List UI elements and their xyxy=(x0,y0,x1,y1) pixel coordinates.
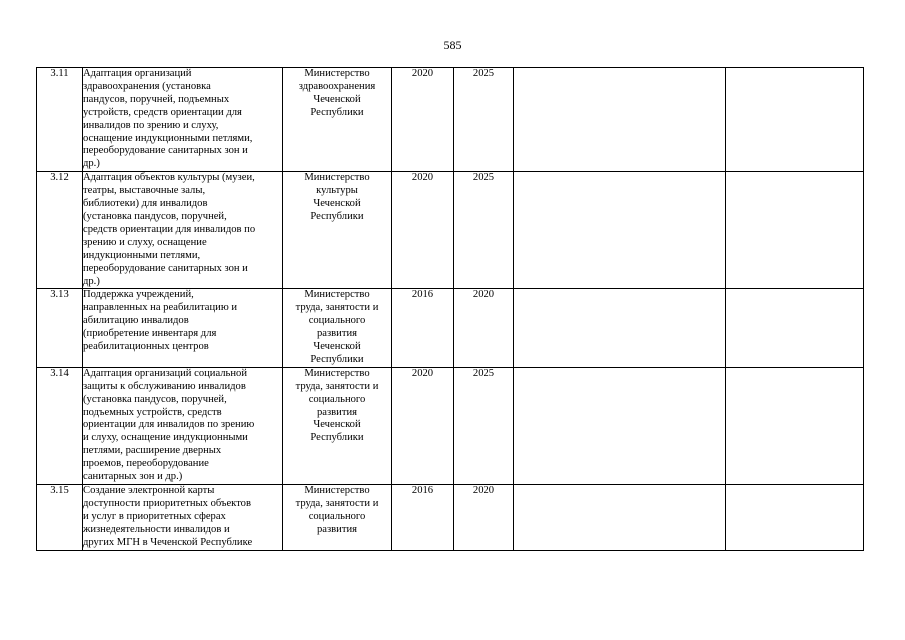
text-line: Чеченской xyxy=(313,419,361,431)
end-year: 2020 xyxy=(454,289,514,367)
page-number: 585 xyxy=(443,38,462,52)
text-line: Чеченской xyxy=(313,93,361,105)
text-line: (установка пандусов, поручней, xyxy=(83,393,227,405)
text-line: (установка пандусов, поручней, xyxy=(83,210,227,222)
responsible-executor xyxy=(283,485,392,551)
empty-cell xyxy=(726,289,864,367)
text-line: Чеченской xyxy=(313,341,361,353)
empty-cell xyxy=(514,68,726,172)
item-number: 3.13 xyxy=(37,289,83,367)
text-line: переоборудование санитарных зон и xyxy=(83,262,248,274)
end-year: 2025 xyxy=(454,68,514,172)
text-line: устройств, средств ориентации для xyxy=(83,106,242,118)
empty-cell xyxy=(514,367,726,484)
table-row xyxy=(37,172,864,289)
text-line: Министерство xyxy=(304,367,370,379)
text-line: индукционными петлями, xyxy=(83,249,201,261)
text-line: Адаптация организаций социальной xyxy=(83,367,248,379)
text-line: петлями, расширение дверных xyxy=(83,445,222,457)
start-year: 2020 xyxy=(392,367,454,484)
text-line: жизнедеятельности инвалидов и xyxy=(83,523,230,535)
table-row xyxy=(37,485,864,551)
text-line: Республики xyxy=(310,353,364,365)
item-number: 3.14 xyxy=(37,367,83,484)
text-line: и услуг в приоритетных сферах xyxy=(83,510,226,522)
responsible-executor xyxy=(283,68,392,172)
text-line: др.) xyxy=(83,158,100,170)
text-line: социального xyxy=(308,510,366,522)
text-line: труда, занятости и xyxy=(295,302,379,314)
text-line: развития xyxy=(316,328,358,340)
start-year: 2016 xyxy=(392,289,454,367)
text-line: доступности приоритетных объектов xyxy=(83,497,251,509)
text-line: пандусов, поручней, подъемных xyxy=(83,93,230,105)
text-line: развития xyxy=(316,523,358,535)
text-line: проемов, переоборудование xyxy=(83,458,209,470)
start-year: 2020 xyxy=(392,68,454,172)
text-line: других МГН в Чеченской Республике xyxy=(83,536,253,548)
text-line: др.) xyxy=(83,275,100,287)
empty-cell xyxy=(726,485,864,551)
text-line: Министерство xyxy=(304,289,370,301)
text-line: здравоохранения xyxy=(298,80,376,92)
text-line: реабилитационных центров xyxy=(83,341,209,353)
text-line: средств ориентации для инвалидов по xyxy=(83,223,256,235)
item-number: 3.12 xyxy=(37,172,83,289)
start-year: 2020 xyxy=(392,172,454,289)
table-row xyxy=(37,367,864,484)
text-line: Республики xyxy=(310,106,364,118)
text-line: Чеченской xyxy=(313,198,361,210)
text-line: труда, занятости и xyxy=(295,380,379,392)
text-line: Министерство xyxy=(304,485,370,496)
text-line: Адаптация объектов культуры (музеи, xyxy=(83,172,255,184)
text-line: инвалидов по зрению и слуху, xyxy=(83,119,219,131)
end-year: 2025 xyxy=(454,172,514,289)
text-line: Республики xyxy=(310,210,364,222)
text-line: театры, выставочные залы, xyxy=(83,185,206,197)
table-row xyxy=(37,68,864,172)
text-line: культуры xyxy=(316,185,358,197)
start-year: 2016 xyxy=(392,485,454,551)
measure-name xyxy=(83,68,283,172)
table-row xyxy=(37,289,864,367)
empty-cell xyxy=(726,68,864,172)
text-line: подъемных устройств, средств xyxy=(83,406,222,418)
text-line: труда, занятости и xyxy=(295,497,379,509)
text-line: (приобретение инвентаря для xyxy=(83,328,217,340)
end-year: 2020 xyxy=(454,485,514,551)
text-line: социального xyxy=(308,393,366,405)
empty-cell xyxy=(726,172,864,289)
text-line: Поддержка учреждений, xyxy=(83,289,194,301)
text-line: библиотеки) для инвалидов xyxy=(83,198,208,210)
responsible-executor xyxy=(283,289,392,367)
text-line: здравоохранения (установка xyxy=(83,80,211,92)
responsible-executor xyxy=(283,172,392,289)
text-line: санитарных зон и др.) xyxy=(83,471,183,483)
text-line: абилитацию инвалидов xyxy=(83,315,189,327)
empty-cell xyxy=(514,485,726,551)
measure-name xyxy=(83,172,283,289)
item-number: 3.11 xyxy=(37,68,83,172)
text-line: переоборудование санитарных зон и xyxy=(83,145,248,157)
measure-name xyxy=(83,367,283,484)
text-line: социального xyxy=(308,315,366,327)
empty-cell xyxy=(726,367,864,484)
text-line: и слуху, оснащение индукционными xyxy=(83,432,248,444)
measures-table xyxy=(36,67,864,551)
end-year: 2025 xyxy=(454,367,514,484)
empty-cell xyxy=(514,172,726,289)
empty-cell xyxy=(514,289,726,367)
text-line: оснащение индукционными петлями, xyxy=(83,132,253,144)
text-line: направленных на реабилитацию и xyxy=(83,302,238,314)
text-line: защиты к обслуживанию инвалидов xyxy=(83,380,246,392)
measure-name xyxy=(83,289,283,367)
item-number: 3.15 xyxy=(37,485,83,551)
responsible-executor xyxy=(283,367,392,484)
text-line: Министерство xyxy=(304,172,370,184)
text-line: Министерство xyxy=(304,68,370,79)
text-line: развития xyxy=(316,406,358,418)
measure-name xyxy=(83,485,283,551)
text-line: Создание электронной карты xyxy=(83,485,215,496)
text-line: зрению и слуху, оснащение xyxy=(83,236,207,248)
text-line: Республики xyxy=(310,432,364,444)
text-line: ориентации для инвалидов по зрению xyxy=(83,419,255,431)
text-line: Адаптация организаций xyxy=(83,68,192,79)
